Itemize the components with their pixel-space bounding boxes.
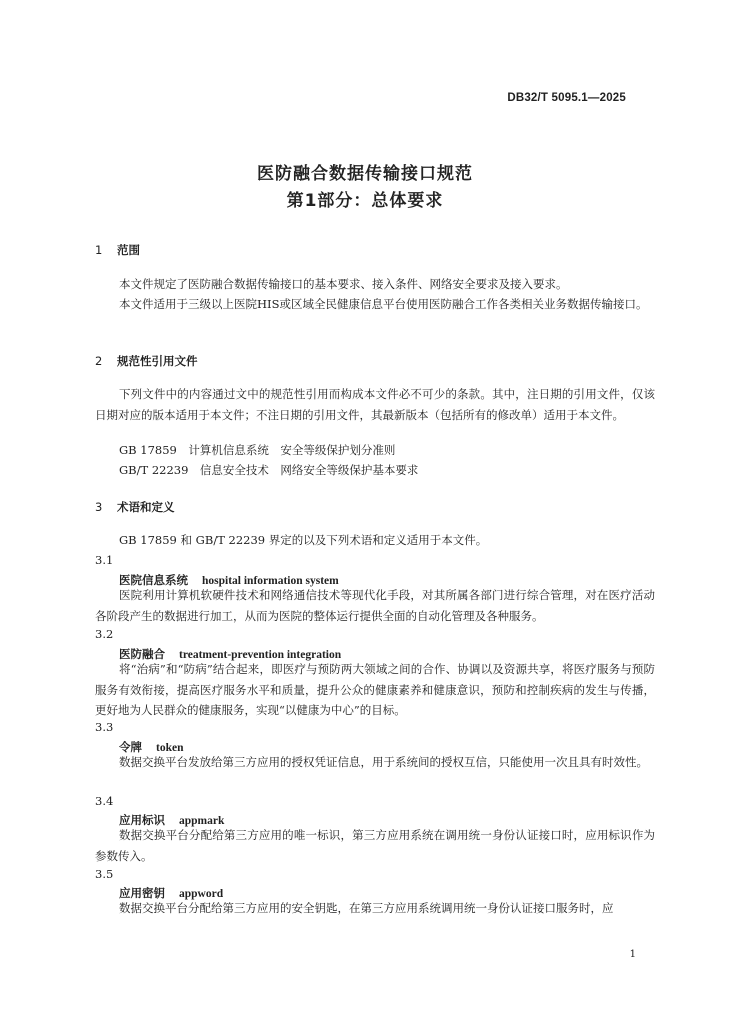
section-title: 规范性引用文件	[117, 354, 198, 368]
term-zh: 令牌	[119, 740, 142, 754]
term-definition: 数据交换平台分配给第三方应用的唯一标识，第三方应用系统在调用统一身份认证接口时，应用标识作为参数传入。	[95, 828, 655, 863]
section-title: 范围	[117, 243, 140, 257]
term-en: appmark	[179, 815, 225, 827]
paragraph: 本文件规定了医防融合数据传输接口的基本要求、接入条件、网络安全要求及接入要求。	[119, 277, 568, 291]
terms-intro: GB 17859 和 GB/T 22239 界定的以及下列术语和定义适用于本文件。	[119, 533, 488, 547]
section-number: 1	[95, 243, 103, 257]
section-2-heading	[95, 353, 198, 369]
term-definition: 将“治病”和“防病”结合起来，即医疗与预防两大领域之间的合作、协调以及资源共享，将医疗服务与预防服务有效衔接，提高医疗服务水平和质量，提升公众的健康素养和健康意识，预防和控制疾病的发生与传播，更好地为人民群众的健康服务，实现“以健康为中心”的目标。	[95, 662, 655, 717]
section-number: 3	[95, 500, 103, 514]
document-title: 医防融合数据传输接口规范	[257, 164, 473, 184]
term-zh: 应用标识	[119, 813, 165, 827]
section-3-heading	[95, 499, 175, 515]
document-part-title: 第1部分：总体要求	[286, 191, 444, 211]
reference-item: GB/T 22239 信息安全技术 网络安全等级保护基本要求	[119, 463, 419, 477]
section-title: 术语和定义	[117, 500, 175, 514]
term-number: 3.2	[95, 627, 114, 641]
section-number: 2	[95, 354, 103, 368]
term-number: 3.3	[95, 720, 114, 734]
section-1-heading	[95, 242, 140, 258]
term-en: appword	[179, 888, 224, 900]
standard-number: DB32/T 5095.1—2025	[507, 92, 626, 104]
term-en: hospital information system	[202, 575, 339, 587]
term-number: 3.1	[95, 553, 114, 567]
page-number: 1	[629, 949, 636, 960]
term-number: 3.4	[95, 794, 114, 808]
term-zh: 医院信息系统	[119, 573, 188, 587]
term-number: 3.5	[95, 867, 114, 881]
term-zh: 医防融合	[119, 647, 165, 661]
paragraph: 下列文件中的内容通过文中的规范性引用而构成本文件必不可少的条款。其中，注日期的引用文件，仅该日期对应的版本适用于本文件；不注日期的引用文件，其最新版本（包括所有的修改单）适用于本文件。	[95, 387, 655, 422]
reference-item: GB 17859 计算机信息系统 安全等级保护划分准则	[119, 443, 396, 457]
term-definition: 数据交换平台发放给第三方应用的授权凭证信息，用于系统间的授权互信，只能使用一次且具有时效性。	[119, 755, 648, 769]
term-en: token	[156, 742, 184, 754]
paragraph: 本文件适用于三级以上医院HIS或区域全民健康信息平台使用医防融合工作各类相关业务数据传输接口。	[119, 297, 648, 311]
term-definition: 数据交换平台分配给第三方应用的安全钥匙，在第三方应用系统调用统一身份认证接口服务时，应	[119, 901, 614, 915]
term-en: treatment-prevention integration	[179, 649, 342, 661]
term-definition: 医院利用计算机软硬件技术和网络通信技术等现代化手段，对其所属各部门进行综合管理，对在医疗活动各阶段产生的数据进行加工，从而为医院的整体运行提供全面的自动化管理及各种服务。	[95, 588, 655, 623]
term-zh: 应用密钥	[119, 886, 165, 900]
